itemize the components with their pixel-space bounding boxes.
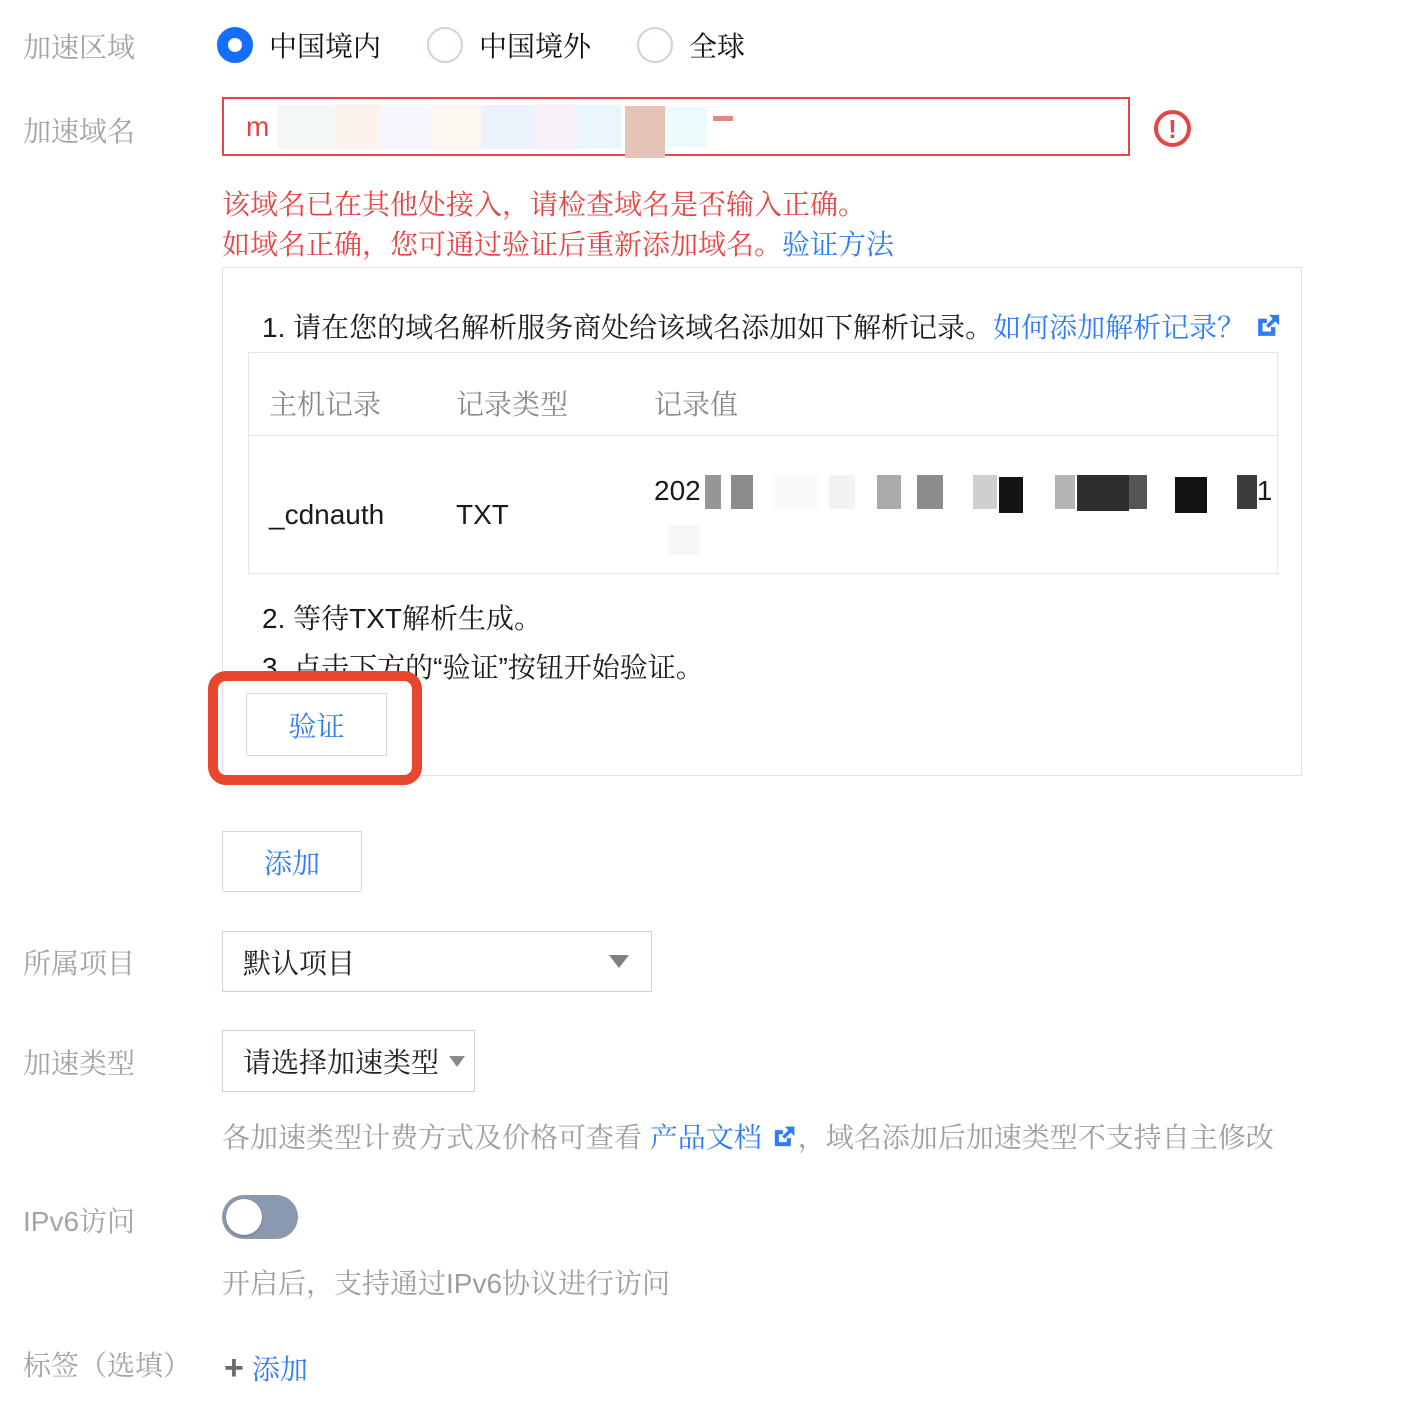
radio-selected-icon[interactable] (217, 27, 253, 63)
record-host: _cdnauth (269, 499, 385, 530)
redaction-block (277, 105, 335, 149)
redaction-block (431, 104, 481, 150)
redaction-block (1175, 477, 1207, 513)
radio-unselected-icon[interactable] (637, 27, 673, 63)
domain-input[interactable] (222, 97, 1130, 156)
error-line2-text: 如域名正确，您可通过验证后重新添加域名。 (222, 229, 783, 260)
dns-record-table (248, 352, 1278, 574)
col-value-header: 记录值 (654, 389, 739, 420)
project-select[interactable] (222, 931, 652, 992)
accel-type-placeholder: 请选择加速类型 (243, 1047, 440, 1078)
dns-record-table-header (249, 353, 1277, 436)
record-value-visible: 202 (654, 475, 701, 506)
how-to-add-record-link[interactable]: 如何添加解析记录？ (993, 312, 1246, 343)
redaction-block (877, 475, 901, 509)
verify-method-link[interactable]: 验证方法 (782, 229, 895, 260)
redaction-block (829, 475, 855, 509)
tags-add[interactable] (224, 1348, 308, 1388)
redaction-block (973, 475, 997, 509)
ipv6-toggle[interactable] (222, 1195, 298, 1239)
project-selected-value: 默认项目 (243, 947, 356, 979)
radio-unselected-icon[interactable] (427, 27, 463, 63)
external-link-icon[interactable] (770, 1123, 798, 1151)
verify-button[interactable]: 验证 (246, 693, 387, 756)
redaction-block (577, 105, 621, 149)
plus-icon: + (224, 1349, 244, 1387)
domain-label: 加速域名 (23, 116, 136, 147)
note-suffix: ，域名添加后加速类型不支持自主修改 (797, 1122, 1274, 1153)
verify-step3: 3. 点击下方的“验证”按钮开始验证。 (262, 652, 704, 683)
redaction-block (1077, 475, 1129, 511)
region-label: 加速区域 (23, 32, 136, 63)
redaction-block (705, 475, 721, 509)
radio-global[interactable] (637, 25, 745, 65)
redaction-block (713, 116, 733, 121)
radio-label[interactable]: 全球 (689, 31, 746, 62)
redaction-block (1129, 475, 1147, 509)
radio-label[interactable]: 中国境内 (269, 31, 382, 62)
redaction-block (773, 475, 819, 509)
redaction-block (379, 105, 431, 149)
error-exclamation-icon: ! (1154, 110, 1191, 147)
ipv6-note: 开启后，支持通过IPv6协议进行访问 (222, 1268, 671, 1299)
redaction-block (1055, 475, 1075, 509)
radio-outside-china[interactable] (427, 25, 591, 65)
radio-china-mainland[interactable] (217, 25, 381, 65)
error-line2 (222, 223, 894, 263)
external-link-icon[interactable] (1253, 311, 1283, 341)
redaction-block (625, 106, 665, 158)
add-button[interactable]: 添加 (222, 831, 362, 892)
col-type-header: 记录类型 (456, 389, 569, 420)
record-type: TXT (456, 499, 509, 530)
accel-type-select[interactable] (222, 1030, 475, 1092)
accel-type-label: 加速类型 (23, 1048, 136, 1079)
domain-value-visible: m (246, 110, 270, 142)
accel-type-note (222, 1116, 1274, 1156)
chevron-down-icon (609, 955, 629, 968)
region-radio-group (217, 25, 791, 65)
record-value (654, 475, 1272, 513)
radio-label[interactable]: 中国境外 (479, 31, 592, 62)
toggle-knob[interactable] (226, 1199, 262, 1235)
redaction-block (668, 525, 700, 555)
verify-step2: 2. 等待TXT解析生成。 (262, 603, 543, 634)
step1-text: 1. 请在您的域名解析服务商处给该域名添加如下解析记录。 (262, 312, 994, 343)
col-host-header: 主机记录 (269, 389, 382, 420)
tags-label: 标签（选填） (23, 1350, 192, 1381)
redaction-block (731, 475, 753, 509)
redaction-block (535, 104, 577, 150)
redaction-block (335, 104, 379, 150)
redaction-block (481, 105, 535, 149)
product-doc-link[interactable]: 产品文档 (649, 1122, 762, 1153)
tags-add-link[interactable]: 添加 (251, 1354, 308, 1385)
record-value-tail: 1 (1256, 475, 1273, 506)
domain-redaction-blocks (269, 96, 733, 158)
redaction-block (917, 475, 943, 509)
project-label: 所属项目 (23, 948, 136, 979)
chevron-down-icon (449, 1056, 465, 1067)
verify-step1 (262, 306, 1283, 346)
redaction-block (1237, 475, 1257, 509)
redaction-block (665, 107, 707, 147)
note-prefix: 各加速类型计费方式及价格可查看 (222, 1122, 650, 1153)
error-line1: 该域名已在其他处接入，请检查域名是否输入正确。 (222, 189, 867, 220)
redaction-block (999, 477, 1023, 513)
record-value-redaction-line2 (654, 517, 700, 555)
record-value-redaction-blocks (701, 475, 1257, 513)
ipv6-label: IPv6访问 (23, 1206, 136, 1237)
